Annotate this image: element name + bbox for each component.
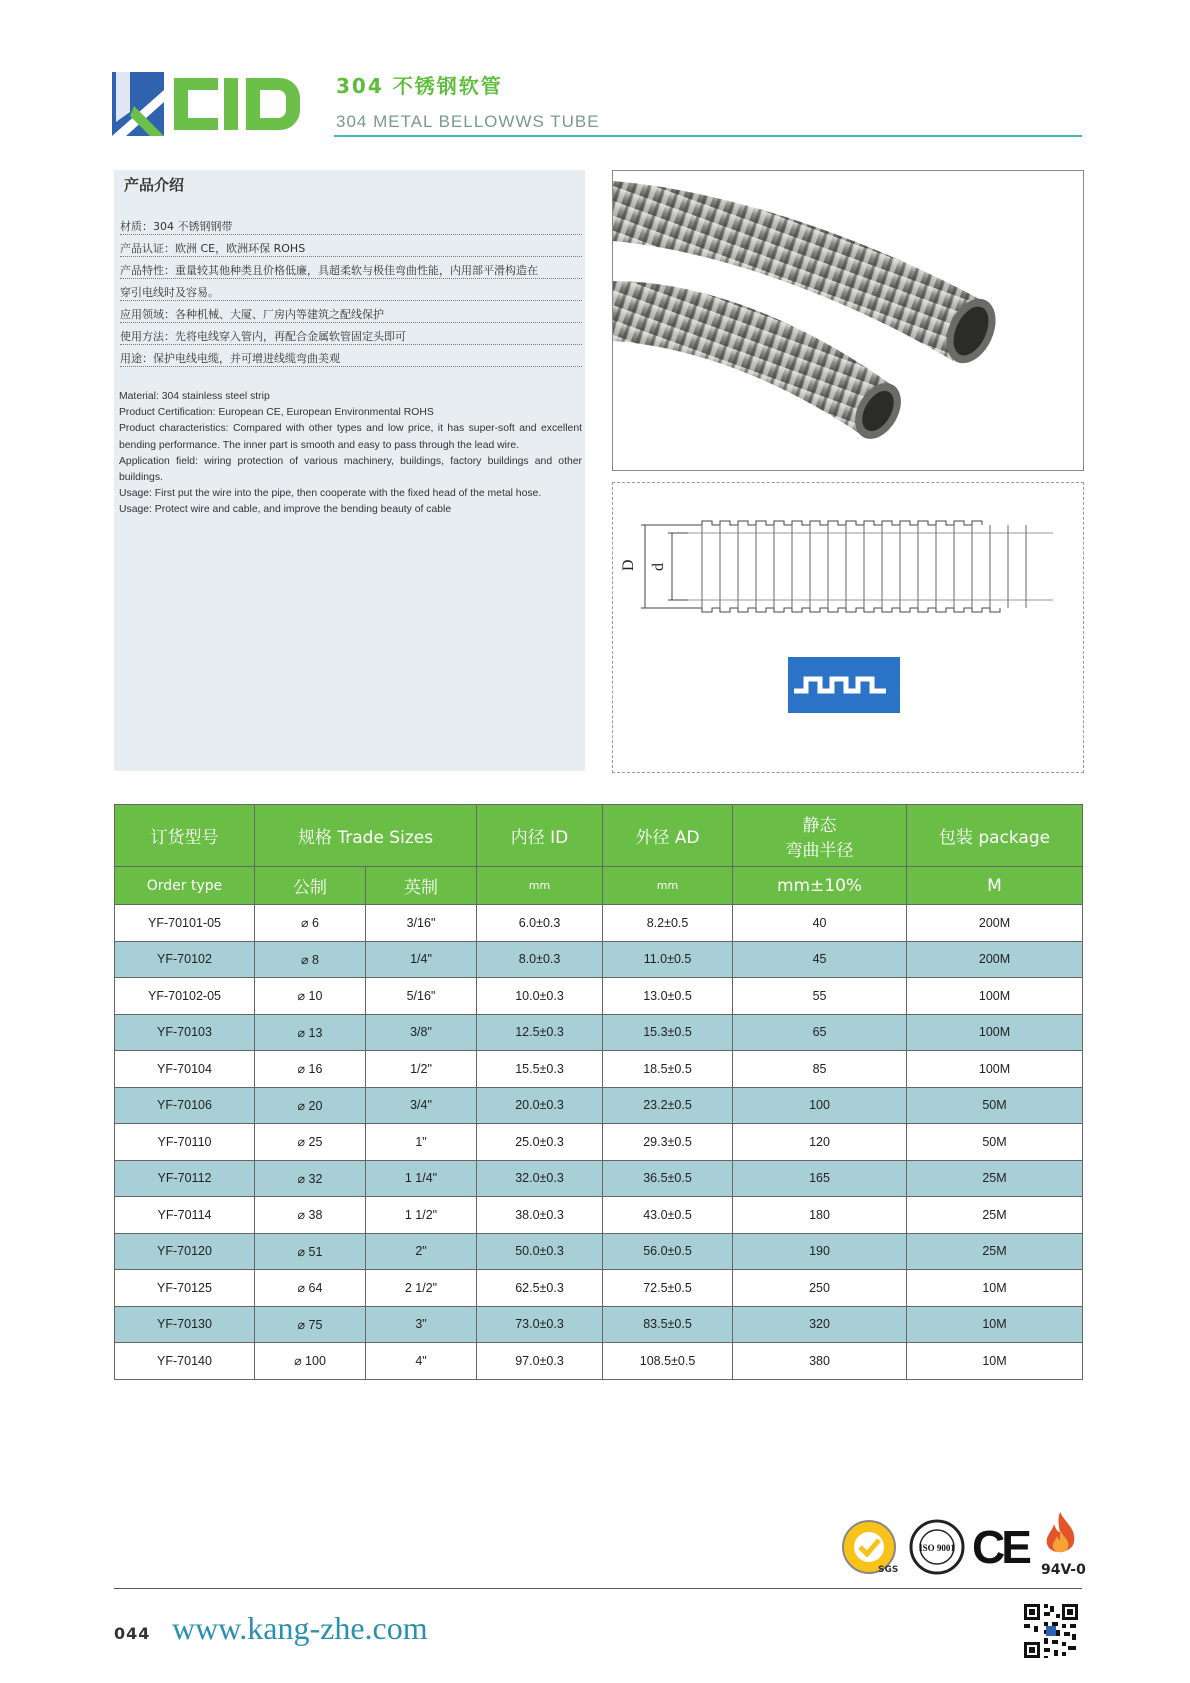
table-cell-package: 200M bbox=[907, 905, 1083, 942]
col-order-type: 订货型号 bbox=[115, 805, 255, 867]
table-cell-order: YF-70110 bbox=[115, 1124, 255, 1161]
qr-code-icon bbox=[1022, 1602, 1080, 1660]
table-cell-metric: ⌀ 6 bbox=[255, 905, 366, 942]
table-cell-package: 200M bbox=[907, 941, 1083, 978]
table-cell-id: 32.0±0.3 bbox=[477, 1160, 603, 1197]
table-cell-order: YF-70120 bbox=[115, 1233, 255, 1270]
table-cell-ad: 108.5±0.5 bbox=[603, 1343, 733, 1380]
subcol-id-unit: mm bbox=[477, 867, 603, 905]
intro-en-material: Material: 304 stainless steel strip bbox=[119, 391, 270, 402]
table-cell-order: YF-70112 bbox=[115, 1160, 255, 1197]
table-cell-ad: 36.5±0.5 bbox=[603, 1160, 733, 1197]
table-cell-bend: 45 bbox=[733, 941, 907, 978]
table-row bbox=[115, 1306, 1083, 1343]
table-row bbox=[115, 1087, 1083, 1124]
table-cell-bend: 55 bbox=[733, 978, 907, 1015]
product-intro-panel bbox=[114, 170, 585, 771]
table-row bbox=[115, 941, 1083, 978]
table-cell-order: YF-70130 bbox=[115, 1306, 255, 1343]
company-logo bbox=[112, 72, 308, 136]
metal-hose-photo-illustration bbox=[613, 171, 1083, 470]
table-cell-bend: 380 bbox=[733, 1343, 907, 1380]
table-cell-metric: ⌀ 51 bbox=[255, 1233, 366, 1270]
table-cell-ad: 29.3±0.5 bbox=[603, 1124, 733, 1161]
intro-en-application: Application field: wiring protection of various machinery, buildings, factory buildings and other buildings. bbox=[119, 455, 582, 484]
table-cell-package: 10M bbox=[907, 1306, 1083, 1343]
table-cell-bend: 190 bbox=[733, 1233, 907, 1270]
table-cell-order: YF-70102 bbox=[115, 941, 255, 978]
table-cell-id: 97.0±0.3 bbox=[477, 1343, 603, 1380]
table-cell-id: 50.0±0.3 bbox=[477, 1233, 603, 1270]
table-cell-imperial: 3/16" bbox=[366, 905, 477, 942]
table-cell-imperial: 3/4" bbox=[366, 1087, 477, 1124]
table-cell-id: 15.5±0.3 bbox=[477, 1051, 603, 1088]
subcol-imperial: 英制 bbox=[366, 867, 477, 905]
col-bend-radius bbox=[733, 805, 907, 867]
table-cell-imperial: 5/16" bbox=[366, 978, 477, 1015]
flame-icon bbox=[1042, 1510, 1078, 1558]
table-row bbox=[115, 1270, 1083, 1307]
table-cell-order: YF-70114 bbox=[115, 1197, 255, 1234]
intro-cn-characteristics: 产品特性：重量较其他种类且价格低廉，具超柔软与极佳弯曲性能，内用部平滑构造在 bbox=[120, 264, 582, 279]
table-row bbox=[115, 978, 1083, 1015]
col-package: 包装 package bbox=[907, 805, 1083, 867]
table-cell-package: 10M bbox=[907, 1343, 1083, 1380]
table-cell-id: 73.0±0.3 bbox=[477, 1306, 603, 1343]
table-row bbox=[115, 1051, 1083, 1088]
hose-dimension-drawing bbox=[613, 483, 1083, 772]
table-cell-bend: 180 bbox=[733, 1197, 907, 1234]
table-cell-bend: 85 bbox=[733, 1051, 907, 1088]
table-cell-bend: 120 bbox=[733, 1124, 907, 1161]
table-cell-ad: 8.2±0.5 bbox=[603, 905, 733, 942]
footer-divider bbox=[114, 1588, 1082, 1589]
table-cell-id: 62.5±0.3 bbox=[477, 1270, 603, 1307]
header-divider bbox=[334, 135, 1082, 137]
table-cell-ad: 43.0±0.5 bbox=[603, 1197, 733, 1234]
intro-cn-material: 材质：304 不锈钢钢带 bbox=[120, 220, 582, 235]
table-cell-package: 50M bbox=[907, 1087, 1083, 1124]
intro-cn-usage-method: 使用方法：先将电线穿入管内，再配合金属软管固定头即可 bbox=[120, 330, 582, 345]
hose-profile-icon bbox=[788, 657, 900, 713]
table-cell-imperial: 2 1/2" bbox=[366, 1270, 477, 1307]
product-photo bbox=[612, 170, 1084, 471]
table-row bbox=[115, 1343, 1083, 1380]
table-cell-order: YF-70103 bbox=[115, 1014, 255, 1051]
intro-cn-application: 应用领域：各种机械、大厦、厂房内等建筑之配线保护 bbox=[120, 308, 582, 323]
table-cell-order: YF-70125 bbox=[115, 1270, 255, 1307]
table-cell-metric: ⌀ 100 bbox=[255, 1343, 366, 1380]
table-cell-metric: ⌀ 20 bbox=[255, 1087, 366, 1124]
outer-diameter-label: D bbox=[620, 559, 637, 571]
website-link[interactable]: www.kang-zhe.com bbox=[172, 1610, 428, 1646]
sgs-label: SGS bbox=[878, 1565, 898, 1575]
table-cell-bend: 100 bbox=[733, 1087, 907, 1124]
table-cell-metric: ⌀ 13 bbox=[255, 1014, 366, 1051]
table-cell-ad: 15.3±0.5 bbox=[603, 1014, 733, 1051]
table-cell-package: 25M bbox=[907, 1160, 1083, 1197]
table-cell-bend: 250 bbox=[733, 1270, 907, 1307]
table-cell-ad: 18.5±0.5 bbox=[603, 1051, 733, 1088]
table-row bbox=[115, 1124, 1083, 1161]
table-cell-package: 100M bbox=[907, 1014, 1083, 1051]
iso-label: ISO 9001 bbox=[919, 1543, 955, 1553]
table-cell-imperial: 2" bbox=[366, 1233, 477, 1270]
table-cell-metric: ⌀ 32 bbox=[255, 1160, 366, 1197]
table-cell-metric: ⌀ 75 bbox=[255, 1306, 366, 1343]
table-cell-order: YF-70102-05 bbox=[115, 978, 255, 1015]
flame-rating-label: 94V-0 bbox=[1041, 1562, 1086, 1578]
table-cell-imperial: 3/8" bbox=[366, 1014, 477, 1051]
table-cell-id: 10.0±0.3 bbox=[477, 978, 603, 1015]
technical-drawing bbox=[612, 482, 1084, 773]
table-cell-metric: ⌀ 64 bbox=[255, 1270, 366, 1307]
table-cell-ad: 56.0±0.5 bbox=[603, 1233, 733, 1270]
bend-radius-line2: 弯曲半径 bbox=[785, 840, 854, 861]
table-cell-package: 25M bbox=[907, 1233, 1083, 1270]
table-cell-package: 25M bbox=[907, 1197, 1083, 1234]
intro-en-block bbox=[119, 389, 582, 519]
table-row bbox=[115, 905, 1083, 942]
table-cell-id: 6.0±0.3 bbox=[477, 905, 603, 942]
table-cell-ad: 23.2±0.5 bbox=[603, 1087, 733, 1124]
table-cell-id: 8.0±0.3 bbox=[477, 941, 603, 978]
table-cell-imperial: 1/2" bbox=[366, 1051, 477, 1088]
table-row bbox=[115, 1014, 1083, 1051]
table-cell-metric: ⌀ 25 bbox=[255, 1124, 366, 1161]
table-cell-imperial: 3" bbox=[366, 1306, 477, 1343]
table-cell-package: 100M bbox=[907, 978, 1083, 1015]
spec-table-body bbox=[115, 905, 1083, 1380]
table-cell-id: 38.0±0.3 bbox=[477, 1197, 603, 1234]
intro-en-purpose: Usage: Protect wire and cable, and improve the bending beauty of cable bbox=[119, 504, 452, 516]
product-title-cn: 304 不锈钢软管 bbox=[336, 74, 503, 98]
table-cell-package: 50M bbox=[907, 1124, 1083, 1161]
table-cell-bend: 40 bbox=[733, 905, 907, 942]
table-cell-ad: 83.5±0.5 bbox=[603, 1306, 733, 1343]
table-cell-bend: 320 bbox=[733, 1306, 907, 1343]
table-row bbox=[115, 1233, 1083, 1270]
table-cell-imperial: 1/4" bbox=[366, 941, 477, 978]
sgs-certification-icon bbox=[840, 1518, 898, 1576]
product-title-en: 304 METAL BELLOWWS TUBE bbox=[336, 112, 600, 131]
table-row bbox=[115, 1197, 1083, 1234]
intro-cn-purpose: 用途：保护电线电缆，并可增进线缆弯曲美观 bbox=[120, 352, 582, 367]
table-cell-imperial: 4" bbox=[366, 1343, 477, 1380]
table-cell-package: 100M bbox=[907, 1051, 1083, 1088]
col-inner-diameter: 内径 ID bbox=[477, 805, 603, 867]
intro-en-usage-method: Usage: First put the wire into the pipe, then cooperate with the fixed head of the metal hose. bbox=[119, 488, 542, 500]
table-cell-package: 10M bbox=[907, 1270, 1083, 1307]
page-number: 044 bbox=[114, 1624, 151, 1643]
table-cell-order: YF-70104 bbox=[115, 1051, 255, 1088]
subcol-order-type: Order type bbox=[115, 867, 255, 905]
table-cell-id: 20.0±0.3 bbox=[477, 1087, 603, 1124]
table-cell-metric: ⌀ 8 bbox=[255, 941, 366, 978]
table-row bbox=[115, 1160, 1083, 1197]
intro-cn-certification: 产品认证：欧洲 CE，欧洲环保 ROHS bbox=[120, 242, 582, 257]
table-cell-imperial: 1" bbox=[366, 1124, 477, 1161]
col-outer-diameter: 外径 AD bbox=[603, 805, 733, 867]
table-cell-bend: 65 bbox=[733, 1014, 907, 1051]
table-cell-ad: 72.5±0.5 bbox=[603, 1270, 733, 1307]
table-cell-id: 25.0±0.3 bbox=[477, 1124, 603, 1161]
intro-en-characteristics: Product characteristics: Compared with other types and low price, it has super-soft and excellent bending performance. The inner part is smooth and easy to pass through the lead wire. bbox=[119, 423, 582, 451]
subcol-bend-unit: mm±10% bbox=[733, 867, 907, 905]
ce-mark-icon: CE bbox=[972, 1521, 1028, 1573]
table-cell-id: 12.5±0.3 bbox=[477, 1014, 603, 1051]
table-cell-order: YF-70101-05 bbox=[115, 905, 255, 942]
table-cell-metric: ⌀ 38 bbox=[255, 1197, 366, 1234]
iso-certification-icon bbox=[908, 1518, 966, 1576]
table-cell-order: YF-70140 bbox=[115, 1343, 255, 1380]
table-cell-ad: 13.0±0.5 bbox=[603, 978, 733, 1015]
table-cell-order: YF-70106 bbox=[115, 1087, 255, 1124]
table-cell-imperial: 1 1/2" bbox=[366, 1197, 477, 1234]
table-cell-bend: 165 bbox=[733, 1160, 907, 1197]
inner-diameter-label: d bbox=[650, 563, 667, 571]
table-cell-imperial: 1 1/4" bbox=[366, 1160, 477, 1197]
subcol-metric: 公制 bbox=[255, 867, 366, 905]
table-cell-ad: 11.0±0.5 bbox=[603, 941, 733, 978]
subcol-ad-unit: mm bbox=[603, 867, 733, 905]
intro-en-certification: Product Certification: European CE, European Environmental ROHS bbox=[119, 407, 434, 419]
intro-heading: 产品介绍 bbox=[124, 176, 185, 194]
intro-cn-characteristics-cont: 穿引电线时及容易。 bbox=[120, 286, 582, 301]
col-trade-sizes: 规格 Trade Sizes bbox=[255, 805, 477, 867]
subcol-package-unit: M bbox=[907, 867, 1083, 905]
spec-table bbox=[114, 804, 1083, 1380]
table-cell-metric: ⌀ 16 bbox=[255, 1051, 366, 1088]
table-cell-metric: ⌀ 10 bbox=[255, 978, 366, 1015]
bend-radius-line1: 静态 bbox=[802, 815, 837, 836]
